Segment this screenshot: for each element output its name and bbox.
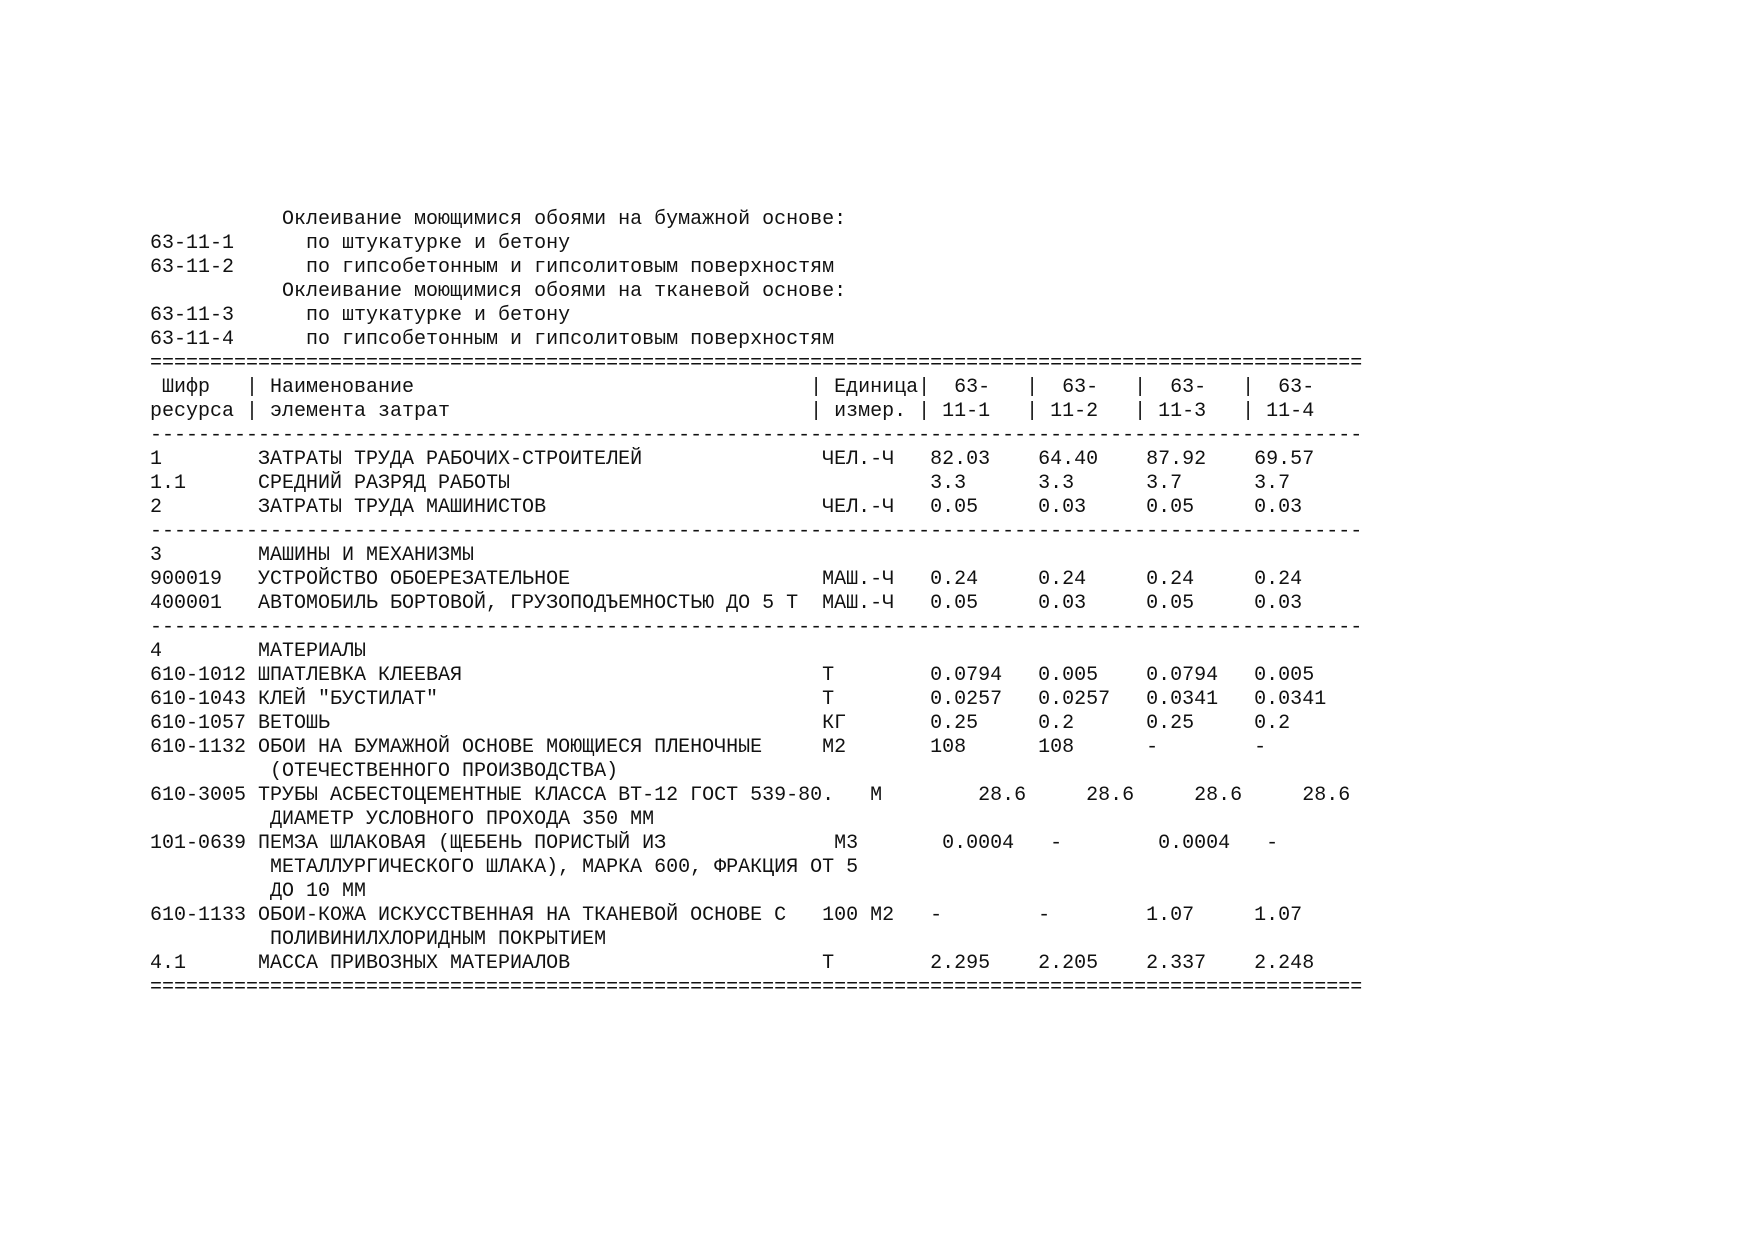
table-row: 3 МАШИНЫ И МЕХАНИЗМЫ	[150, 544, 475, 567]
table-row-total-mass: 4.1 МАССА ПРИВОЗНЫХ МАТЕРИАЛОВ Т 2.295 2.205 2.337 2.248	[150, 952, 1315, 975]
table-header-row-1: Шифр | Наименование | Единица| 63- | 63- | 63- | 63-	[150, 376, 1315, 399]
table-row: 101-0639 ПЕМЗА ШЛАКОВАЯ (ЩЕБЕНЬ ПОРИСТЫЙ ИЗ М3 0.0004 - 0.0004 -	[150, 832, 1279, 855]
table-row: 1.1 СРЕДНИЙ РАЗРЯД РАБОТЫ 3.3 3.3 3.7 3.7	[150, 472, 1291, 495]
dashed-rule: -----------------------------------------------------------------------------------------------------	[150, 520, 1363, 543]
norm-row-63-11-2: 63-11-2 по гипсобетонным и гипсолитовым поверхностям	[150, 256, 835, 279]
table-header-row-2: ресурса | элемента затрат | измер. | 11-1 | 11-2 | 11-3 | 11-4	[150, 400, 1315, 423]
norm-row-63-11-3: 63-11-3 по штукатурке и бетону	[150, 304, 571, 327]
resource-norms-document	[150, 208, 1362, 1000]
norm-row-63-11-4: 63-11-4 по гипсобетонным и гипсолитовым поверхностям	[150, 328, 835, 351]
table-row: 610-1132 ОБОИ НА БУМАЖНОЙ ОСНОВЕ МОЮЩИЕСЯ ПЛЕНОЧНЫЕ М2 108 108 - -	[150, 736, 1267, 759]
dashed-rule: -----------------------------------------------------------------------------------------------------	[150, 424, 1363, 447]
table-row-continuation: ПОЛИВИНИЛХЛОРИДНЫМ ПОКРЫТИЕМ	[150, 928, 607, 951]
double-rule-top: =====================================================================================================	[150, 352, 1363, 375]
table-row: 1 ЗАТРАТЫ ТРУДА РАБОЧИХ-СТРОИТЕЛЕЙ ЧЕЛ.-Ч 82.03 64.40 87.92 69.57	[150, 448, 1315, 471]
section-heading-fabric-wallpaper: Оклеивание моющимися обоями на тканевой основе:	[150, 280, 847, 303]
table-row: 900019 УСТРОЙСТВО ОБОЕРЕЗАТЕЛЬНОЕ МАШ.-Ч 0.24 0.24 0.24 0.24	[150, 568, 1303, 591]
table-row: 610-1012 ШПАТЛЕВКА КЛЕЕВАЯ Т 0.0794 0.005 0.0794 0.005	[150, 664, 1315, 687]
double-rule-bottom: =====================================================================================================	[150, 976, 1363, 999]
table-row-continuation: ДО 10 ММ	[150, 880, 367, 903]
table-row: 610-1133 ОБОИ-КОЖА ИСКУССТВЕННАЯ НА ТКАНЕВОЙ ОСНОВЕ С 100 М2 - - 1.07 1.07	[150, 904, 1303, 927]
table-row: 2 ЗАТРАТЫ ТРУДА МАШИНИСТОВ ЧЕЛ.-Ч 0.05 0.03 0.05 0.03	[150, 496, 1303, 519]
norm-row-63-11-1: 63-11-1 по штукатурке и бетону	[150, 232, 571, 255]
table-row: 400001 АВТОМОБИЛЬ БОРТОВОЙ, ГРУЗОПОДЪЕМНОСТЬЮ ДО 5 Т МАШ.-Ч 0.05 0.03 0.05 0.03	[150, 592, 1303, 615]
table-row-continuation: ДИАМЕТР УСЛОВНОГО ПРОХОДА 350 ММ	[150, 808, 655, 831]
table-row-continuation: МЕТАЛЛУРГИЧЕСКОГО ШЛАКА), МАРКА 600, ФРАКЦИЯ ОТ 5	[150, 856, 859, 879]
table-row: 610-1057 ВЕТОШЬ КГ 0.25 0.2 0.25 0.2	[150, 712, 1291, 735]
table-row-continuation: (ОТЕЧЕСТВЕННОГО ПРОИЗВОДСТВА)	[150, 760, 619, 783]
section-heading-paper-wallpaper: Оклеивание моющимися обоями на бумажной основе:	[150, 208, 847, 231]
table-row: 610-1043 КЛЕЙ "БУСТИЛАТ" Т 0.0257 0.0257 0.0341 0.0341	[150, 688, 1327, 711]
table-row: 610-3005 ТРУБЫ АСБЕСТОЦЕМЕНТНЫЕ КЛАССА ВТ-12 ГОСТ 539-80. М 28.6 28.6 28.6 28.6	[150, 784, 1351, 807]
table-row: 4 МАТЕРИАЛЫ	[150, 640, 367, 663]
dashed-rule: -----------------------------------------------------------------------------------------------------	[150, 616, 1363, 639]
